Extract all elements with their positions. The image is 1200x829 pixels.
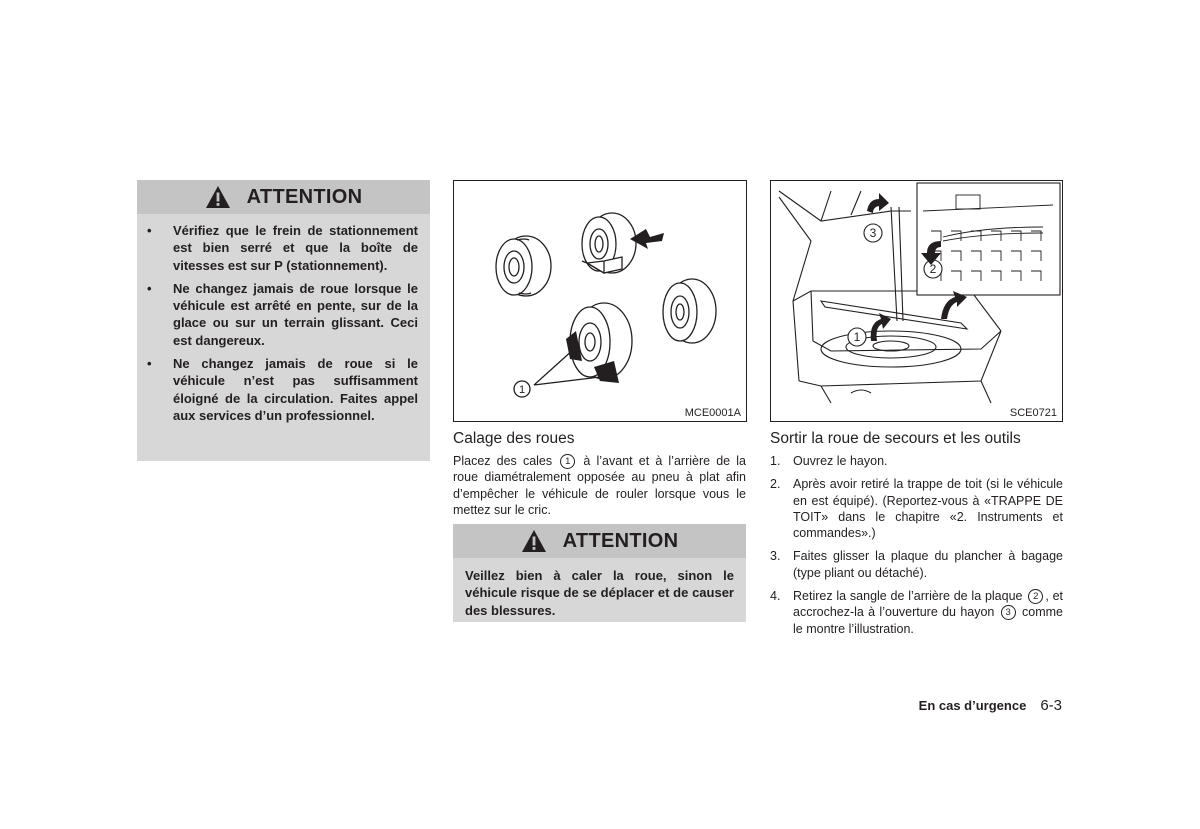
step-text: Ouvrez le hayon.: [793, 454, 888, 468]
warning-item: [137, 280, 430, 349]
steps-list: [770, 453, 1063, 644]
warning-item-text: Ne changez jamais de roue si le véhicule n’est pas suffisamment éloigné de la circulation. Faites appel aux services d’un professionnel.: [173, 356, 418, 423]
warning-item: [137, 355, 430, 424]
calage-text-before: Placez des cales: [453, 454, 553, 468]
tire-with-chock-icon: [582, 213, 636, 273]
step-text: Faites glisser la plaque du plancher à bagage (type pliant ou détaché).: [793, 549, 1063, 580]
figure-callout: 1: [853, 330, 861, 344]
bullet: •: [147, 280, 152, 296]
callout-marker: 1: [560, 454, 575, 469]
warning-item-text: Vérifiez que le frein de stationnement est bien serré et que la boîte de vitesses est sur P (stationnement).: [173, 223, 418, 273]
bullet: •: [147, 356, 152, 372]
figure-code: SCE0721: [1009, 407, 1057, 419]
figure-callout: 3: [869, 226, 877, 240]
figure-trunk: [770, 180, 1063, 422]
section-title-sortir: Sortir la roue de secours et les outils: [770, 430, 1021, 447]
figure-callout: 2: [929, 262, 937, 276]
step-text: Après avoir retiré la trappe de toit (si le véhicule en est équipé). (Reportez-vous à «TRAPPE DE TOIT» dans le chapitre «2. Instruments et commandes».): [793, 477, 1063, 541]
footer-section-name: En cas d’urgence: [918, 698, 1027, 713]
warning-box-middle: [453, 524, 746, 622]
arrow-icon: [867, 193, 889, 213]
step-item: [770, 548, 1063, 581]
warning-triangle-icon: [205, 185, 231, 209]
step-number: 4.: [770, 589, 781, 604]
warning-title: ATTENTION: [562, 529, 679, 552]
page-footer: [919, 697, 1062, 714]
tire-icon: [496, 236, 551, 296]
warning-item-text: Ne changez jamais de roue lorsque le véhicule est arrêté en pente, sur de la glace ou sur un terrain glissant. Ceci est dangereux.: [173, 280, 418, 348]
calage-paragraph: [453, 453, 746, 518]
page-number: 6-3: [1040, 697, 1062, 714]
callout-marker: 2: [1028, 589, 1043, 604]
figure-wheel-chocks: [453, 180, 747, 422]
section-title-calage: Calage des roues: [453, 430, 575, 447]
tire-icon: [663, 279, 716, 343]
callout-marker: 3: [1001, 605, 1016, 620]
step-text-a: Retirez la sangle de l’arrière de la plaque: [793, 589, 1023, 604]
step-item: [770, 453, 1063, 469]
figure-code: MCE0001A: [684, 407, 741, 419]
warning-item: [137, 222, 430, 274]
wheel-chocks-illustration: [454, 181, 746, 403]
warning-triangle-icon: [521, 529, 547, 553]
figure-callout: 1: [518, 384, 526, 396]
warning-list: [137, 222, 430, 430]
step-number: 3.: [770, 549, 781, 564]
step-text-c: comme le montre l’illustration.: [793, 605, 1063, 636]
step-item: [770, 476, 1063, 541]
step-item: [770, 588, 1063, 637]
warning-title: ATTENTION: [246, 185, 363, 208]
warning-text: Veillez bien à caler la roue, sinon le véhicule risque de se déplacer et de causer des blessures.: [465, 568, 734, 618]
warning-header: [137, 180, 430, 214]
warning-box-left: [137, 180, 430, 461]
trunk-illustration: [771, 181, 1062, 405]
step-number: 1.: [770, 454, 781, 468]
step-number: 2.: [770, 477, 781, 492]
bullet: •: [147, 223, 152, 238]
warning-header: [453, 524, 746, 558]
step-text-b: , et accrochez-la à l’ouverture du hayon: [793, 589, 1064, 620]
calage-text-after: à l’avant et à l’arrière de la roue diamétralement opposée au pneu à plat afin d’empêcher le véhicule de rouler lorsque vous le mettez sur le cric.: [453, 454, 746, 517]
